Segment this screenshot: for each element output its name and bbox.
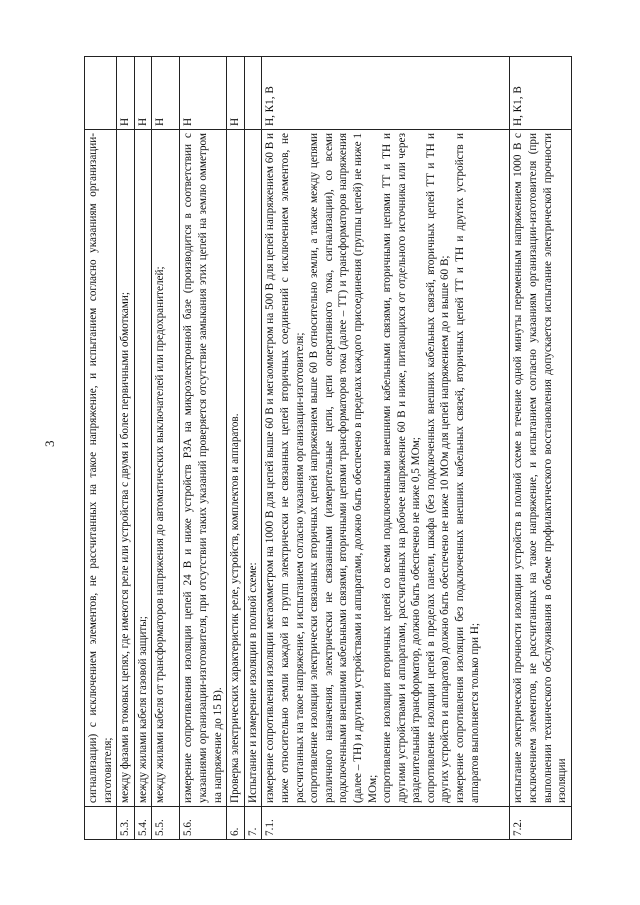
table-row — [510, 57, 571, 840]
table-row — [244, 57, 262, 840]
item-number: 5.6. — [180, 807, 227, 840]
table-row — [152, 57, 180, 840]
item-paragraph: сопротивление изоляции электрически связанных вторичных цепей напряжением выше 60 В относительно земли, а также между цепями различного назначения, электрически не связанными (измерительные цепи, цепи оперативного тока, сигнализации), со всеми подключенными внешними кабельными связями, вторичными цепями трансформаторов тока (далее – ТТ) и трансформаторов напряжения (далее – ТН) и другими устройствами и аппаратами, должно быть обеспечено в пределах каждого присоединения (группы цепей) не ниже 1 МОм; — [308, 133, 379, 803]
item-number — [85, 807, 117, 840]
item-text: Испытание и измерение изоляции в полной схеме: — [244, 130, 262, 807]
item-code: Н — [227, 57, 245, 130]
table-row — [117, 57, 135, 840]
item-text: между жилами кабеля от трансформаторов напряжения до автоматических выключателей или предохранителей; — [152, 130, 180, 807]
page-number: 3 — [42, 440, 57, 447]
rotated-table-container — [84, 56, 592, 840]
item-text: измерение сопротивления изоляции цепей 24 В и ниже устройств РЗА на микроэлектронной базе (производится в соответствии с указаниями организации-изготовителя, при отсутствии таких указаний проверяется отсутствие замыкания этих цепей на землю омметром на напряжение до 15 В). — [180, 130, 227, 807]
item-paragraph: сопротивление изоляции цепей в пределах панели, шкафа (без подключенных внешних кабельных связей, вторичных цепей ТТ и ТН и других устройств и аппаратов) должно быть обеспечено не ниже 10 МОм для цепей напряжением до и выше 60 В; — [424, 133, 452, 803]
item-number: 7. — [244, 807, 262, 840]
item-text — [262, 130, 510, 807]
item-text: между фазами в токовых цепях, где имеются реле или устройства с двумя и более первичными обмотками; — [117, 130, 135, 807]
item-paragraph: измерение сопротивления изоляции без подключенных внешних кабельных связей, вторичных цепей ТТ и ТН и других устройств и аппаратов выполняется только при Н; — [454, 133, 481, 803]
table-row — [227, 57, 245, 840]
item-code: Н — [117, 57, 135, 130]
item-text: испытание электрической прочности изоляции устройств в полной схеме в течение одной минуты переменным напряжением 1000 В с исключением элементов, не рассчитанных на такое напряжение, и испытанием согласно указаниям организации-изготовителя (при выполнении технического обслуживания в объеме профилактического восстановления допускается испытание электрической прочности изоляции — [510, 130, 571, 807]
table-row — [134, 57, 152, 840]
table-row — [180, 57, 227, 840]
table-row — [85, 57, 117, 840]
item-code: Н, К1, В — [510, 57, 571, 130]
item-code — [244, 57, 262, 130]
table-row — [262, 57, 510, 840]
item-paragraph: измерение сопротивления изоляции мегаомметром на 1000 В для цепей выше 60 В и мегаомметром на 500 В для цепей напряжением 60 В и ниже относительно земли каждой из групп электрически не связанных цепей вторичных соединений с исключением элементов, не рассчитанных на такое напряжение, и испытанием согласно указаниям организации-изготовителя; — [264, 133, 306, 803]
item-text: Проверка электрических характеристик реле, устройств, комплектов и аппаратов. — [227, 130, 245, 807]
item-code: Н, К1, В — [262, 57, 510, 130]
maintenance-table — [84, 56, 572, 840]
item-code: Н — [180, 57, 227, 130]
item-number: 6. — [227, 807, 245, 840]
item-text: сигнализации) с исключением элементов, не рассчитанных на такое напряжение, и испытанием согласно указаниям организации-изготовителя; — [85, 130, 117, 807]
item-code: Н — [152, 57, 180, 130]
item-number: 5.4. — [134, 807, 152, 840]
item-code — [85, 57, 117, 130]
item-number: 5.5. — [152, 807, 180, 840]
item-paragraph: сопротивление изоляции вторичных цепей со всеми подключенными внешними кабельными связями, вторичными цепями ТТ и ТН и другими устройствами и аппаратами, рассчитанных на рабочее напряжение 60 В и ниже, питающихся от отдельного источника или через разделительный трансформатор, должно быть обеспечено не ниже 0,5 МОм; — [381, 133, 423, 803]
item-number: 5.3. — [117, 807, 135, 840]
item-code: Н — [134, 57, 152, 130]
item-number: 7.1. — [262, 807, 510, 840]
item-number: 7.2. — [510, 807, 571, 840]
item-text: между жилами кабеля газовой защиты; — [134, 130, 152, 807]
